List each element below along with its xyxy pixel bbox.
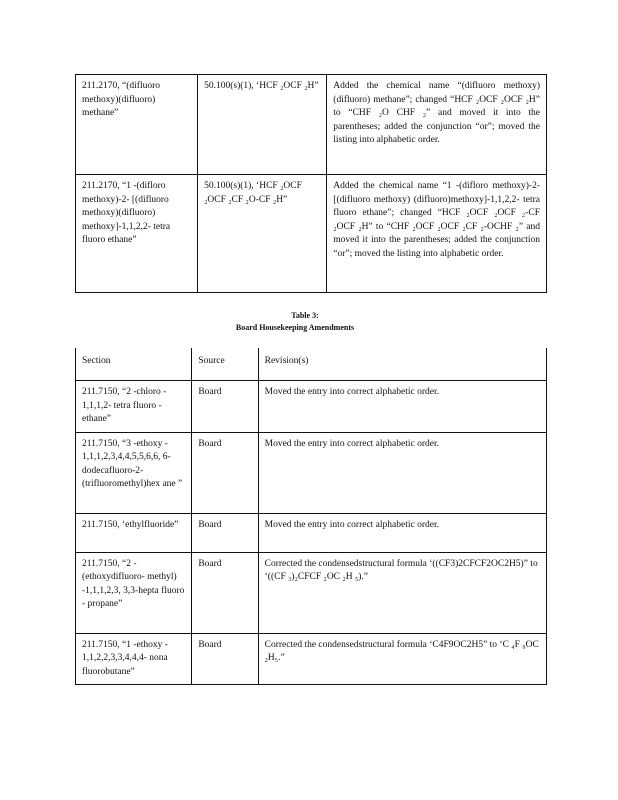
table-caption-title: Board Housekeeping Amendments [235,323,355,332]
revision-cell: Added the chemical name “(difluoro methoxy)(difluoro) methane”; changed “HCF ₂OCF ₂OCF ₂H” to “CHF ₂O CHF ₂” and moved it into the parentheses; added the conjunction “or”; moved the listing into alphabetic order. [327,75,547,175]
revision-cell: Moved the entry into correct alphabetic order. [258,432,546,513]
revision-cell: Corrected the condensedstructural formula ‘((CF3)2CFCF2OC2H5)” to ‘((CF ₃)₂CFCF ₂OC ₂H ₅).” [258,552,546,633]
table-row [76,432,547,513]
section-cell: 211.2170, “(difluoro methoxy)(difluoro) methane” [76,75,198,175]
table-board-housekeeping-amendments [75,348,547,685]
source-cell: Board [192,513,258,552]
source-cell: Board [192,552,258,633]
revision-cell: Moved the entry into correct alphabetic order. [258,513,546,552]
table-row [76,552,547,633]
source-cell: Board [192,381,258,433]
section-cell: 211.7150, “3 -ethoxy - 1,1,1,2,3,4,4,5,5,6,6, 6-dodecafluoro-2- (trifluoromethyl)hex ane ” [76,432,192,513]
source-cell: Board [192,633,258,685]
section-cell: 211.7150, “2 -chloro - 1,1,1,2- tetra fluoro - ethane” [76,381,192,433]
header-section: Section [76,348,192,381]
header-revisions: Revision(s) [258,348,546,381]
source-cell: 50.100(s)(1), ‘HCF ₂OCF ₂H” [198,75,327,175]
header-source: Source [192,348,258,381]
source-cell: Board [192,432,258,513]
revision-cell: Corrected the condensedstructural formula ‘C4F9OC2H5” to ‘C ₄F ₉OC ₂H₅.” [258,633,546,685]
table-header-row [76,348,547,381]
source-cell: 50.100(s)(1), ‘HCF ₂OCF ₂OCF ₂CF ₂O-CF ₂H” [198,175,327,293]
section-cell: 211.7150, “1 -ethoxy - 1,1,2,2,3,3,4,4,4- nona fluorobutane” [76,633,192,685]
section-cell: 211.7150, “2 - (ethoxydifluoro- methyl) -1,1,1,2,3, 3,3-hepta fluoro - propane” [76,552,192,633]
table-row [76,381,547,433]
revision-cell: Added the chemical name “1 -(difloro methoxy)-2- [(difluoro methoxy) (difluoro)methoxy]-1,1,2,2- tetra fluoro ethane”; changed “HCF ₂OCF ₂OCF ₂-CF ₂OCF ₂H” to “CHF ₂OCF ₂OCF ₂CF ₂-OCHF ₂” and moved it into the parentheses; added the conjunction “or”; moved the listing into alphabetic order. [327,175,547,293]
table-row [76,75,547,175]
table-row [76,175,547,293]
table-row [76,513,547,552]
table-caption-number: Table 3: [291,311,319,320]
table-row [76,633,547,685]
revision-cell: Moved the entry into correct alphabetic order. [258,381,546,433]
table-board-amendments-continued [75,74,547,293]
section-cell: 211.7150, ‘ethylfluoride” [76,513,192,552]
section-cell: 211.2170, “1 -(difloro methoxy)-2- [(difluoro methoxy)(difluoro) methoxy]-1,1,2,2- tetra fluoro ethane” [76,175,198,293]
